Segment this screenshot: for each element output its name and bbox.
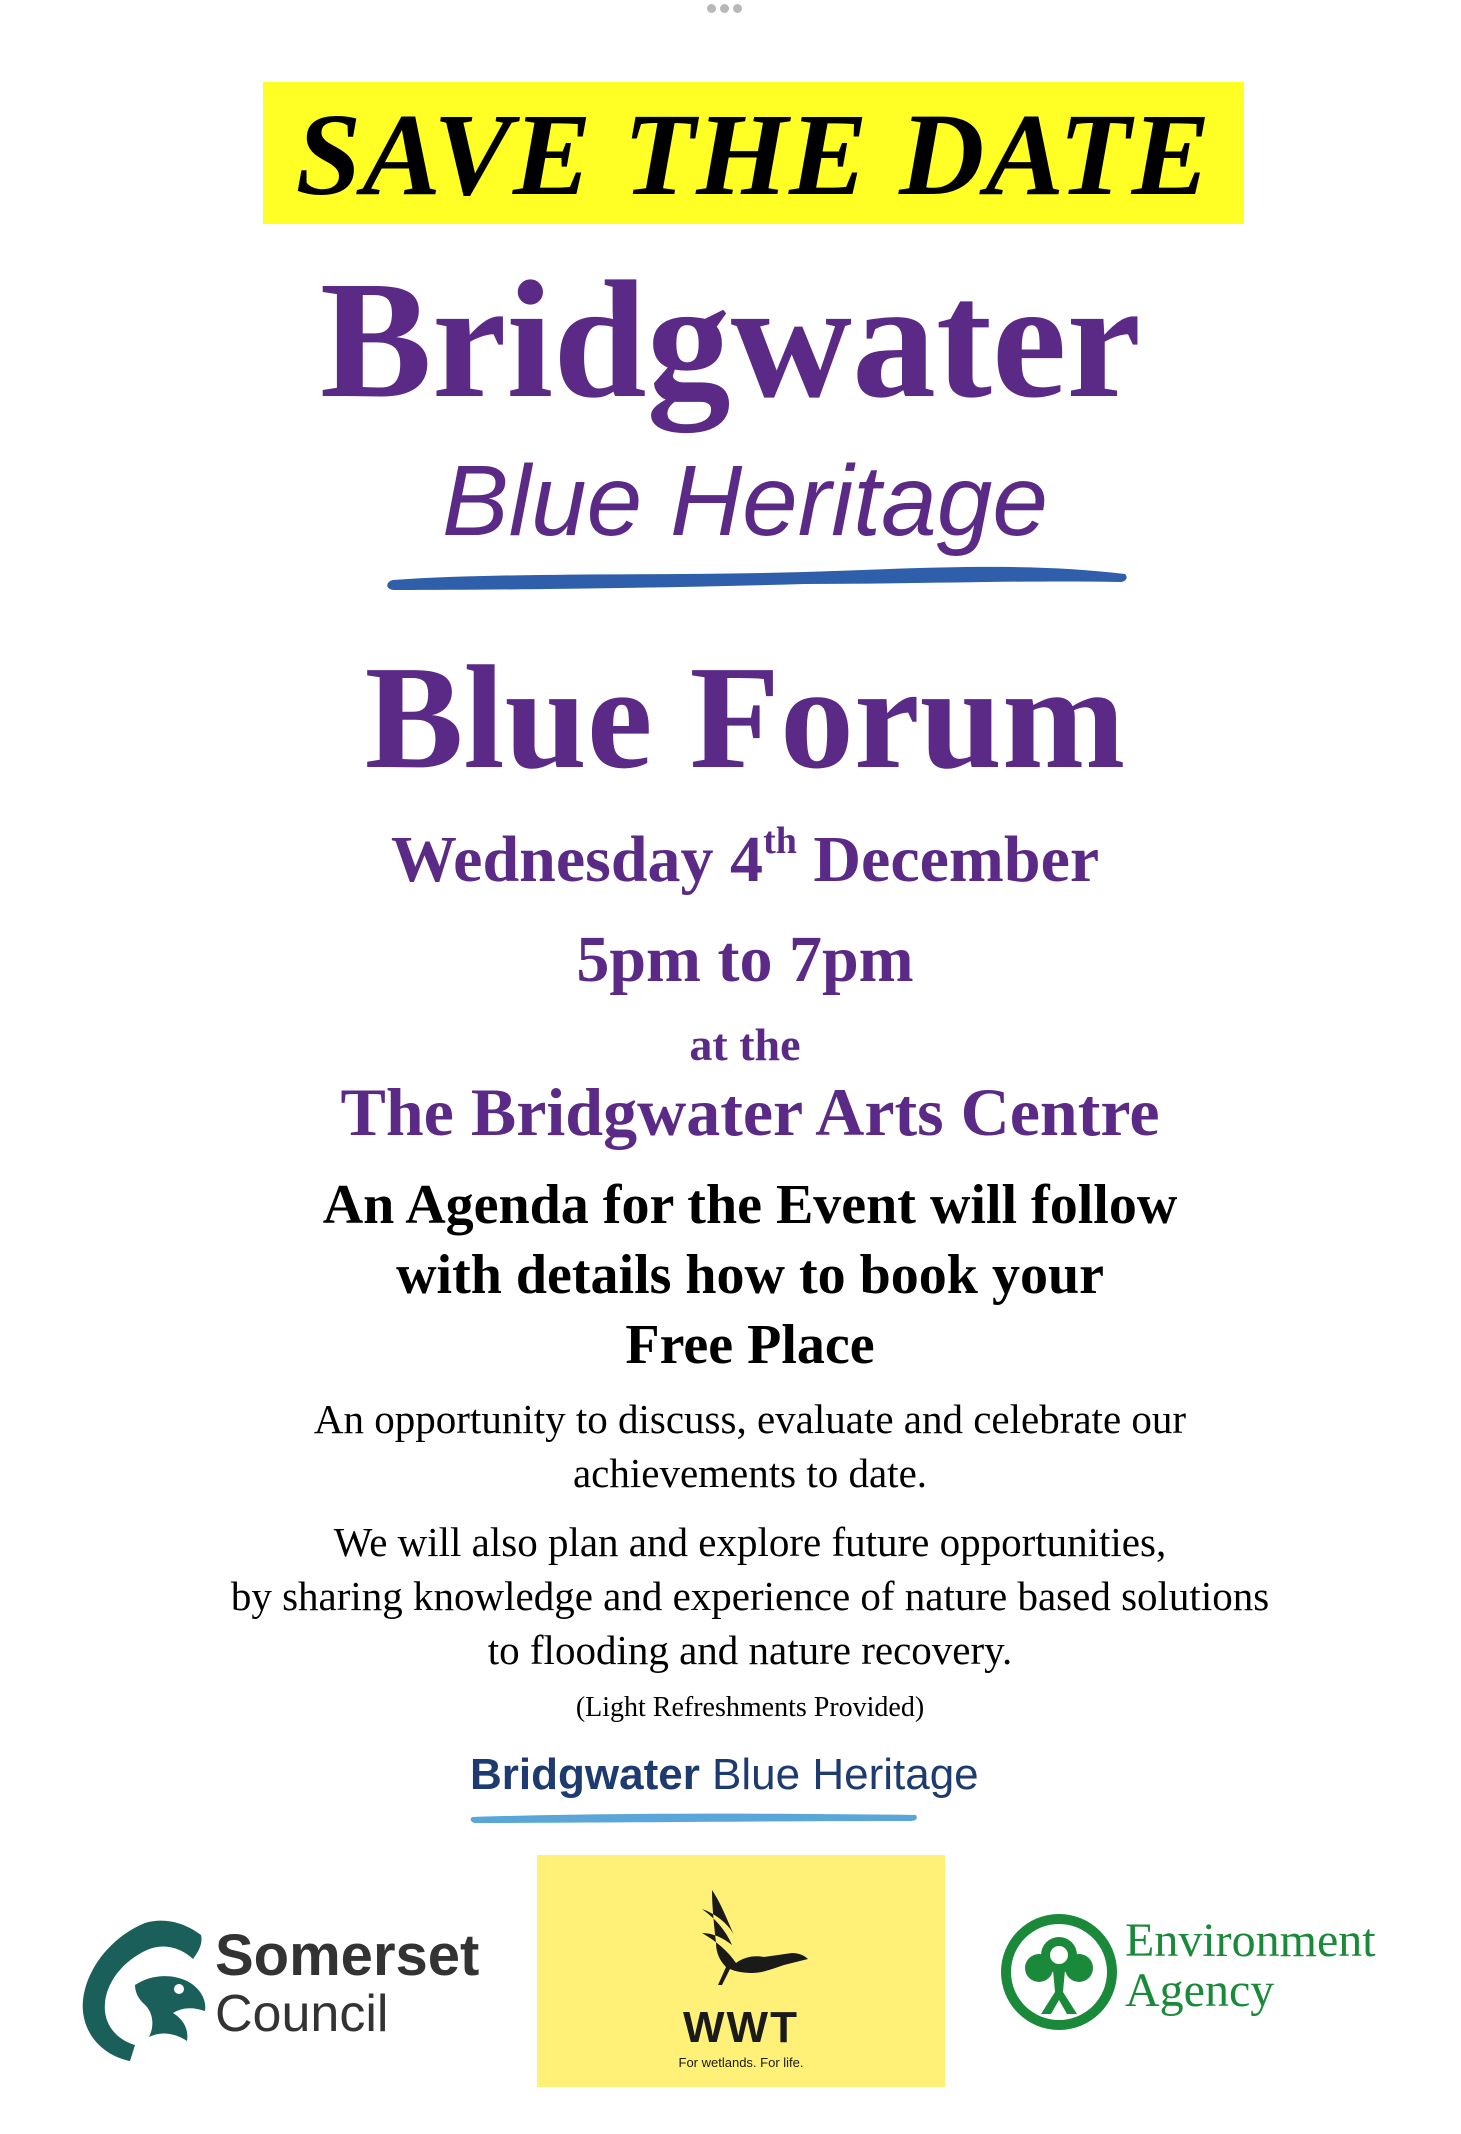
agenda-line: An Agenda for the Event will follow bbox=[322, 1174, 1178, 1236]
blue-brush-underline bbox=[385, 550, 1135, 600]
agenda-notice bbox=[0, 1170, 1461, 1380]
plan-line: by sharing knowledge and experience of nature based solutions bbox=[230, 1573, 1270, 1619]
subtitle-blue-heritage: Blue Heritage bbox=[442, 445, 1048, 557]
agenda-line: with details how to book your bbox=[396, 1244, 1104, 1306]
event-name-blue-forum: Blue Forum bbox=[364, 636, 1126, 800]
somerset-council-name: Somerset bbox=[215, 1923, 480, 1988]
environment-agency-logo bbox=[997, 1905, 1457, 2055]
somerset-council-sub: Council bbox=[215, 1985, 389, 2043]
wwt-crane-icon bbox=[672, 1885, 812, 1995]
event-venue: The Bridgwater Arts Centre bbox=[340, 1074, 1160, 1150]
opportunity-line: achievements to date. bbox=[572, 1450, 928, 1496]
bbh-logo-bold: Bridgwater bbox=[470, 1750, 700, 1799]
save-the-date-label: SAVE THE DATE bbox=[295, 89, 1212, 220]
bbh-logo-text bbox=[470, 1745, 1020, 1805]
somerset-dragon-icon bbox=[75, 1915, 215, 2065]
more-options-dots[interactable] bbox=[705, 0, 755, 14]
event-date-month: December bbox=[796, 823, 1100, 896]
plan-line: to flooding and nature recovery. bbox=[487, 1627, 1013, 1673]
agenda-line: Free Place bbox=[625, 1314, 875, 1376]
event-at-the: at the bbox=[689, 1019, 801, 1070]
wwt-tagline: For wetlands. For life. bbox=[678, 2055, 804, 2070]
event-date-ordinal: th bbox=[763, 820, 797, 862]
title-bridgwater: Bridgwater bbox=[319, 247, 1142, 433]
somerset-council-logo bbox=[75, 1905, 515, 2080]
opportunity-text bbox=[0, 1392, 1461, 1500]
opportunity-line: An opportunity to discuss, evaluate and celebrate our bbox=[313, 1396, 1187, 1442]
plan-line: We will also plan and explore future opportunities, bbox=[333, 1519, 1167, 1565]
environment-agency-tree-icon bbox=[997, 1910, 1122, 2040]
event-date bbox=[0, 820, 1461, 900]
event-date-prefix: Wednesday 4 bbox=[390, 823, 764, 896]
plan-text bbox=[0, 1515, 1461, 1677]
wwt-logo bbox=[537, 1855, 945, 2087]
environment-agency-name-line2: Agency bbox=[1125, 1964, 1275, 2017]
bbh-logo-underline bbox=[470, 1807, 920, 1829]
wwt-name: WWT bbox=[683, 2003, 799, 2052]
bbh-logo-rest: Blue Heritage bbox=[699, 1750, 979, 1799]
environment-agency-name-line1: Environment bbox=[1125, 1914, 1376, 1967]
event-time: 5pm to 7pm bbox=[576, 923, 914, 996]
bridgwater-blue-heritage-logo bbox=[470, 1745, 1020, 1835]
refreshments-note: (Light Refreshments Provided) bbox=[575, 1692, 925, 1723]
